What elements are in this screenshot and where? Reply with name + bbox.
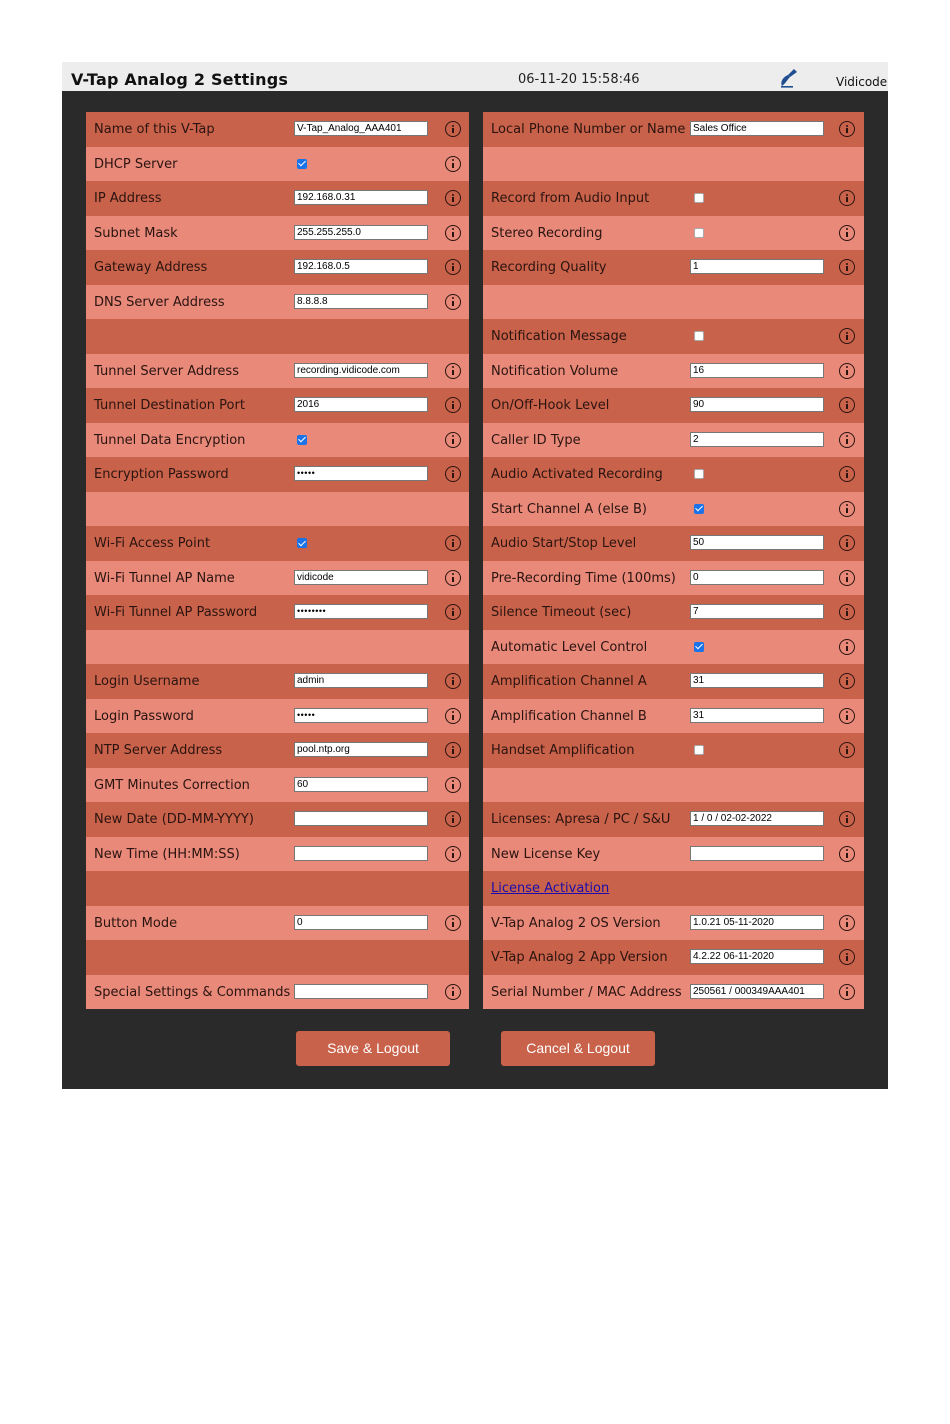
spacer-row: [483, 147, 864, 182]
new-license-key-input[interactable]: [690, 846, 824, 861]
setting-label: Handset Amplification: [491, 743, 635, 758]
spacer-row: [86, 940, 469, 975]
tunnel-server-address-input[interactable]: recording.vidicode.com: [294, 363, 428, 378]
info-icon[interactable]: [839, 432, 855, 448]
setting-label: GMT Minutes Correction: [94, 777, 250, 793]
setting-label: Stereo Recording: [491, 225, 603, 241]
setting-label: Amplification Channel B: [491, 708, 647, 724]
setting-label: Recording Quality: [491, 260, 607, 275]
setting-row-automatic-level-control: [483, 630, 864, 665]
dns-server-address-input[interactable]: 8.8.8.8: [294, 294, 428, 309]
setting-row-tunnel-server-address: [86, 354, 469, 389]
page-title: V-Tap Analog 2 Settings: [71, 70, 289, 89]
setting-label: Audio Start/Stop Level: [491, 536, 637, 551]
v-tap-analog-2-os-version-input[interactable]: 1.0.21 05-11-2020: [690, 915, 824, 930]
setting-row-new-date-dd-mm-yyyy: [86, 802, 469, 837]
info-icon[interactable]: [839, 949, 855, 965]
setting-row-encryption-password: [86, 457, 469, 492]
setting-row-button-mode: [86, 906, 469, 941]
info-icon[interactable]: [839, 673, 855, 689]
automatic-level-control-checkbox[interactable]: [694, 642, 704, 652]
setting-row-caller-id-type: [483, 423, 864, 458]
setting-row-recording-quality: [483, 250, 864, 285]
setting-label: Wi-Fi Tunnel AP Password: [94, 605, 258, 620]
info-icon[interactable]: [445, 535, 461, 551]
setting-label: DNS Server Address: [94, 294, 225, 310]
setting-label: Pre-Recording Time (100ms): [491, 570, 676, 586]
wi-fi-tunnel-ap-password-password-field[interactable]: ••••••••: [294, 604, 428, 619]
setting-label: Audio Activated Recording: [491, 467, 663, 482]
gmt-minutes-correction-input[interactable]: 60: [294, 777, 428, 792]
setting-row-ntp-server-address: [86, 733, 469, 768]
pen-ink-icon: [778, 67, 800, 89]
info-icon[interactable]: [839, 984, 855, 1000]
info-icon[interactable]: [839, 190, 855, 206]
setting-row-new-time-hh-mm-ss: [86, 837, 469, 872]
setting-row-silence-timeout-sec: [483, 595, 864, 630]
wi-fi-tunnel-ap-name-input[interactable]: vidicode: [294, 570, 428, 585]
wi-fi-access-point-checkbox[interactable]: [297, 538, 307, 548]
setting-label: V-Tap Analog 2 OS Version: [491, 915, 661, 931]
button-mode-input[interactable]: 0: [294, 915, 428, 930]
setting-row-notification-message: [483, 319, 864, 354]
info-icon[interactable]: [839, 846, 855, 862]
info-icon[interactable]: [445, 363, 461, 379]
setting-row-gateway-address: [86, 250, 469, 285]
setting-row-audio-start-stop-level: [483, 526, 864, 561]
info-icon[interactable]: [839, 639, 855, 655]
setting-label: Start Channel A (else B): [491, 501, 647, 517]
stereo-recording-checkbox[interactable]: [694, 228, 704, 238]
info-icon[interactable]: [445, 397, 461, 413]
info-icon[interactable]: [839, 328, 855, 344]
setting-label: New Time (HH:MM:SS): [94, 846, 240, 862]
record-from-audio-input-checkbox[interactable]: [694, 193, 704, 203]
setting-row-licenses-apresa-pc-s-u: [483, 802, 864, 837]
audio-start-stop-level-input[interactable]: 50: [690, 535, 824, 550]
silence-timeout-sec-input[interactable]: 7: [690, 604, 824, 619]
setting-row-wi-fi-tunnel-ap-name: [86, 561, 469, 596]
notification-volume-input[interactable]: 16: [690, 363, 824, 378]
setting-row-dhcp-server: [86, 147, 469, 182]
setting-row-wi-fi-tunnel-ap-password: [86, 595, 469, 630]
subnet-mask-input[interactable]: 255.255.255.0: [294, 225, 428, 240]
info-icon[interactable]: [839, 363, 855, 379]
setting-label: Serial Number / MAC Address: [491, 984, 682, 1000]
setting-label: Login Username: [94, 674, 200, 689]
setting-label: Automatic Level Control: [491, 639, 648, 655]
info-icon[interactable]: [445, 604, 461, 620]
setting-row-start-channel-a-else-b: [483, 492, 864, 527]
info-icon[interactable]: [839, 225, 855, 241]
info-icon[interactable]: [839, 121, 855, 137]
setting-label: Wi-Fi Access Point: [94, 536, 211, 551]
info-icon[interactable]: [445, 984, 461, 1000]
setting-row-subnet-mask: [86, 216, 469, 251]
setting-row-local-phone-number-or-name: [483, 112, 864, 147]
info-icon[interactable]: [445, 156, 461, 172]
settings-column-left: [86, 112, 469, 1009]
serial-number-mac-address-input[interactable]: 250561 / 000349AAA401: [690, 984, 824, 999]
spacer-row: [86, 492, 469, 527]
setting-row-v-tap-analog-2-os-version: [483, 906, 864, 941]
info-icon[interactable]: [839, 535, 855, 551]
setting-row-pre-recording-time-100ms: [483, 561, 864, 596]
setting-row-special-settings-commands: [86, 975, 469, 1010]
setting-label: Notification Volume: [491, 363, 619, 379]
setting-row-record-from-audio-input: [483, 181, 864, 216]
settings-column-right: [483, 112, 864, 1009]
setting-label: On/Off-Hook Level: [491, 398, 610, 413]
setting-label: Notification Message: [491, 329, 627, 344]
info-icon[interactable]: [445, 777, 461, 793]
ip-address-input[interactable]: 192.168.0.31: [294, 190, 428, 205]
setting-label: Caller ID Type: [491, 432, 581, 448]
start-channel-a-else-b-checkbox[interactable]: [694, 504, 704, 514]
licenses-apresa-pc-s-u-input[interactable]: 1 / 0 / 02-02-2022: [690, 811, 824, 826]
info-icon[interactable]: [839, 915, 855, 931]
audio-activated-recording-checkbox[interactable]: [694, 469, 704, 479]
info-icon[interactable]: [445, 190, 461, 206]
setting-label: Login Password: [94, 708, 194, 724]
setting-row-gmt-minutes-correction: [86, 768, 469, 803]
new-time-hh-mm-ss-input[interactable]: [294, 846, 428, 861]
setting-label: Local Phone Number or Name: [491, 122, 686, 137]
setting-label: Amplification Channel A: [491, 674, 647, 689]
info-icon[interactable]: [839, 501, 855, 517]
info-icon[interactable]: [445, 294, 461, 310]
setting-label: Special Settings & Commands: [94, 984, 291, 1000]
v-tap-analog-2-app-version-input[interactable]: 4.2.22 06-11-2020: [690, 949, 824, 964]
setting-label: Gateway Address: [94, 260, 208, 275]
setting-row-wi-fi-access-point: [86, 526, 469, 561]
info-icon[interactable]: [839, 397, 855, 413]
info-icon[interactable]: [839, 708, 855, 724]
setting-row-ip-address: [86, 181, 469, 216]
info-icon[interactable]: [445, 673, 461, 689]
info-icon[interactable]: [445, 742, 461, 758]
setting-row-amplification-channel-a: [483, 664, 864, 699]
login-password-password-field[interactable]: •••••: [294, 708, 428, 723]
license-activation-link[interactable]: License Activation: [491, 881, 610, 896]
cancel-logout-button[interactable]: Cancel & Logout: [501, 1031, 655, 1066]
setting-label: Encryption Password: [94, 467, 229, 482]
info-icon[interactable]: [839, 811, 855, 827]
spacer-row: [483, 285, 864, 320]
ntp-server-address-input[interactable]: pool.ntp.org: [294, 742, 428, 757]
setting-label: Wi-Fi Tunnel AP Name: [94, 570, 235, 586]
setting-row-new-license-key: [483, 837, 864, 872]
setting-label: Tunnel Server Address: [94, 363, 239, 379]
local-phone-number-or-name-input[interactable]: Sales Office: [690, 121, 824, 136]
setting-row-stereo-recording: [483, 216, 864, 251]
on-off-hook-level-input[interactable]: 90: [690, 397, 824, 412]
setting-label: Tunnel Destination Port: [94, 398, 245, 413]
setting-label: Silence Timeout (sec): [491, 605, 632, 620]
setting-row-handset-amplification: [483, 733, 864, 768]
spacer-row: [86, 630, 469, 665]
notification-message-checkbox[interactable]: [694, 331, 704, 341]
info-icon[interactable]: [839, 466, 855, 482]
setting-label: Record from Audio Input: [491, 191, 650, 206]
spacer-row: [483, 768, 864, 803]
tunnel-data-encryption-checkbox[interactable]: [297, 435, 307, 445]
info-icon[interactable]: [445, 915, 461, 931]
dhcp-server-checkbox[interactable]: [297, 159, 307, 169]
info-icon[interactable]: [445, 570, 461, 586]
recording-quality-input[interactable]: 1: [690, 259, 824, 274]
tunnel-destination-port-input[interactable]: 2016: [294, 397, 428, 412]
setting-row-v-tap-analog-2-app-version: [483, 940, 864, 975]
setting-row-notification-volume: [483, 354, 864, 389]
name-of-this-v-tap-input[interactable]: V-Tap_Analog_AAA401: [294, 121, 428, 136]
setting-row-license-activation: [483, 871, 864, 906]
setting-row-amplification-channel-b: [483, 699, 864, 734]
info-icon[interactable]: [839, 259, 855, 275]
info-icon[interactable]: [445, 811, 461, 827]
info-icon[interactable]: [445, 432, 461, 448]
setting-label: New Date (DD-MM-YYYY): [94, 812, 254, 827]
info-icon[interactable]: [445, 259, 461, 275]
setting-row-name-of-this-v-tap: [86, 112, 469, 147]
pre-recording-time-100ms-input[interactable]: 0: [690, 570, 824, 585]
spacer-row: [86, 871, 469, 906]
setting-row-tunnel-destination-port: [86, 388, 469, 423]
caller-id-type-input[interactable]: 2: [690, 432, 824, 447]
setting-row-on-off-hook-level: [483, 388, 864, 423]
info-icon[interactable]: [839, 604, 855, 620]
setting-label: Name of this V-Tap: [94, 122, 215, 137]
info-icon[interactable]: [445, 225, 461, 241]
setting-label: V-Tap Analog 2 App Version: [491, 950, 668, 965]
setting-label: Tunnel Data Encryption: [94, 432, 246, 448]
setting-row-tunnel-data-encryption: [86, 423, 469, 458]
info-icon[interactable]: [445, 466, 461, 482]
setting-label: Licenses: Apresa / PC / S&U: [491, 812, 671, 827]
new-date-dd-mm-yyyy-input[interactable]: [294, 811, 428, 826]
info-icon[interactable]: [445, 708, 461, 724]
info-icon[interactable]: [839, 570, 855, 586]
setting-row-login-username: [86, 664, 469, 699]
login-username-input[interactable]: admin: [294, 673, 428, 688]
setting-label: NTP Server Address: [94, 743, 223, 758]
info-icon[interactable]: [839, 742, 855, 758]
brand-name: Vidicode: [836, 75, 888, 89]
amplification-channel-a-input[interactable]: 31: [690, 673, 824, 688]
gateway-address-input[interactable]: 192.168.0.5: [294, 259, 428, 274]
encryption-password-password-field[interactable]: •••••: [294, 466, 428, 481]
setting-label: IP Address: [94, 191, 162, 206]
setting-label: Subnet Mask: [94, 225, 178, 241]
setting-label: Button Mode: [94, 915, 178, 931]
title-bar: [62, 62, 888, 91]
handset-amplification-checkbox[interactable]: [694, 745, 704, 755]
info-icon[interactable]: [445, 121, 461, 137]
info-icon[interactable]: [445, 846, 461, 862]
save-logout-button[interactable]: Save & Logout: [296, 1031, 450, 1066]
setting-label: New License Key: [491, 846, 601, 862]
spacer-row: [86, 319, 469, 354]
setting-row-dns-server-address: [86, 285, 469, 320]
amplification-channel-b-input[interactable]: 31: [690, 708, 824, 723]
setting-row-audio-activated-recording: [483, 457, 864, 492]
setting-row-serial-number-mac-address: [483, 975, 864, 1010]
setting-label: DHCP Server: [94, 156, 178, 172]
special-settings-commands-input[interactable]: [294, 984, 428, 999]
setting-row-login-password: [86, 699, 469, 734]
current-datetime: 06-11-20 15:58:46: [518, 72, 640, 87]
